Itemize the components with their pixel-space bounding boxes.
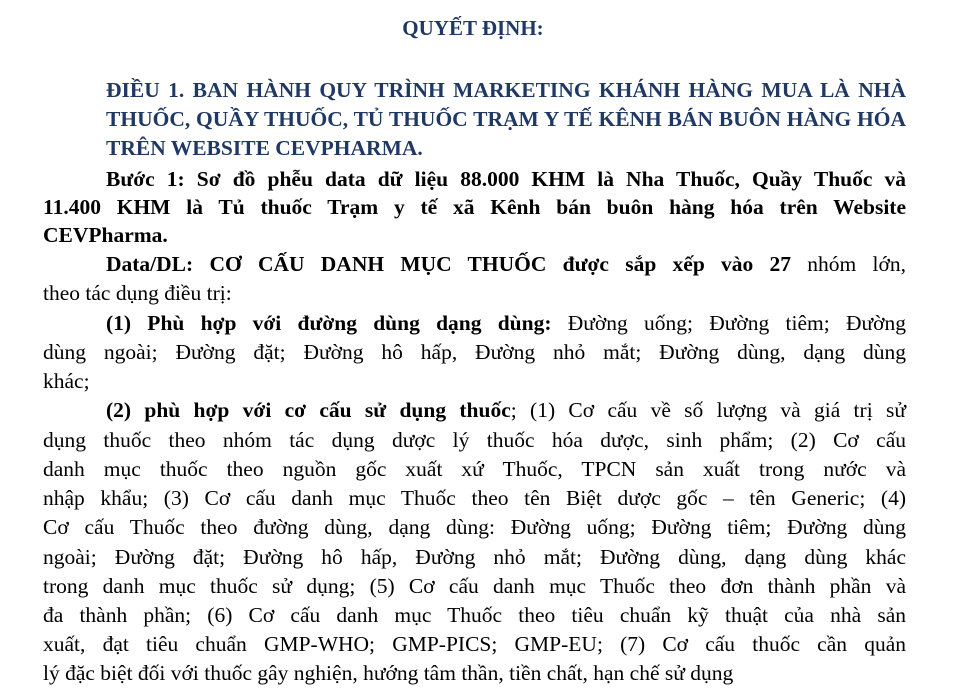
- step1-line-1: Bước 1: Sơ đồ phễu data dữ liệu 88.000 KHM là Nha Thuốc, Quầy Thuốc và: [106, 167, 906, 191]
- item1-line-1: [43, 311, 906, 336]
- item2-line-5: Cơ cấu Thuốc theo đường dùng, dạng dùng: Đường uống; Đường tiêm; Đường dùng: [43, 515, 906, 539]
- item1-rest-text: Đường uống; Đường tiêm; Đường: [551, 311, 907, 335]
- data-line-2: theo tác dụng điều trị:: [43, 281, 232, 305]
- item1-line-2: dùng ngoài; Đường đặt; Đường hô hấp, Đường nhỏ mắt; Đường dùng, dạng dùng: [43, 340, 906, 364]
- data-rest-text: nhóm lớn,: [791, 252, 906, 276]
- item2-line-10: lý đặc biệt đối với thuốc gây nghiện, hướng tâm thần, tiền chất, hạn chế sử dụng: [43, 661, 734, 685]
- item1-bold-text: (1) Phù hợp với đường dùng dạng dùng:: [106, 311, 552, 335]
- item2-line-9: xuất, đạt tiêu chuẩn GMP-WHO; GMP-PICS; GMP-EU; (7) Cơ cấu thuốc cần quản: [43, 632, 906, 656]
- data-line-1: [43, 252, 906, 277]
- document-title: QUYẾT ĐỊNH:: [402, 16, 544, 40]
- item2-line-4: nhập khẩu; (3) Cơ cấu danh mục Thuốc theo tên Biệt dược gốc – tên Generic; (4): [43, 486, 906, 510]
- step1-line-3: CEVPharma.: [43, 223, 168, 247]
- item1-line-3: khác;: [43, 369, 90, 393]
- item2-bold-text: (2) phù hợp với cơ cấu sử dụng thuốc: [106, 398, 511, 422]
- item2-line-6: ngoài; Đường đặt; Đường hô hấp, Đường nhỏ mắt; Đường dùng, dạng dùng khác: [43, 545, 906, 569]
- item2-rest-text: ; (1) Cơ cấu về số lượng và giá trị sử: [510, 398, 906, 422]
- step1-line-2: 11.400 KHM là Tủ thuốc Trạm y tế xã Kênh bán buôn hàng hóa trên Website: [43, 195, 906, 219]
- data-bold-text: Data/DL: CƠ CẤU DANH MỤC THUỐC được sắp xếp vào 27: [106, 252, 792, 276]
- article-1-heading: ĐIỀU 1. BAN HÀNH QUY TRÌNH MARKETING KHÁNH HÀNG MUA LÀ NHÀ THUỐC, QUẦY THUỐC, TỦ THUỐC TRẠM Y TẾ KÊNH BÁN BUÔN HÀNG HÓA TRÊN WEBSITE CEVPHARMA.: [106, 78, 906, 160]
- item2-line-1: [43, 398, 906, 423]
- item2-line-3: danh mục thuốc theo nguồn gốc xuất xứ Thuốc, TPCN sản xuất trong nước và: [43, 457, 906, 481]
- item2-line-7: trong danh mục thuốc sử dụng; (5) Cơ cấu danh mục Thuốc theo đơn thành phần và: [43, 574, 906, 598]
- item2-line-8: đa thành phần; (6) Cơ cấu danh mục Thuốc theo tiêu chuẩn kỹ thuật của nhà sản: [43, 603, 906, 627]
- item2-line-2: dụng thuốc theo nhóm tác dụng dược lý thuốc hóa dược, sinh phẩm; (2) Cơ cấu: [43, 428, 906, 452]
